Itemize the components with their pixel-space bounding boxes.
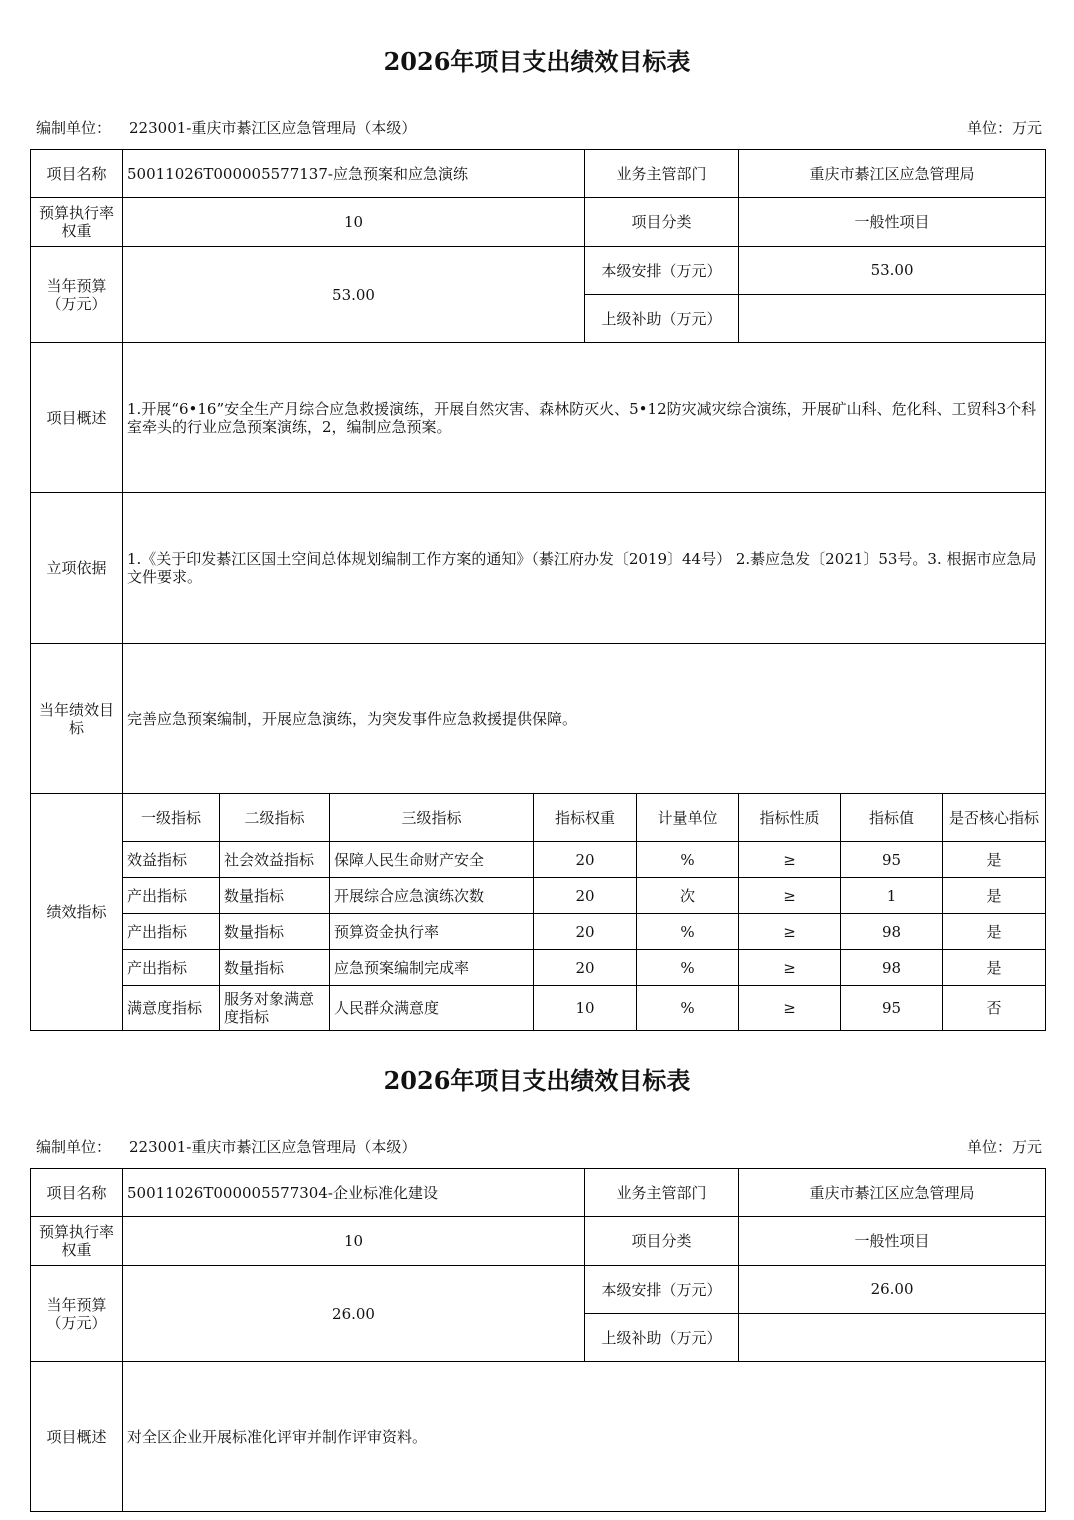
performance-table [30,149,1046,1031]
indicator-cell: % [637,950,739,986]
goal-label: 当年绩效目标 [31,644,123,794]
indicator-row [31,986,1046,1031]
compiler-unit [36,117,416,138]
upper-label: 上级补助（万元） [585,1314,739,1362]
indicator-cell: 次 [637,878,739,914]
budget-value: 26.00 [123,1266,585,1362]
indicator-cell: 数量指标 [220,878,330,914]
local-value: 26.00 [739,1266,1046,1314]
indicator-header: 一级指标 [123,794,220,842]
compiler-unit-name: 223001-重庆市綦江区应急管理局（本级） [129,119,417,137]
indicator-header: 指标性质 [739,794,841,842]
indicator-cell: % [637,842,739,878]
indicator-cell: 保障人民生命财产安全 [330,842,534,878]
exec-weight-value: 10 [123,198,585,247]
indicator-cell: ≥ [739,950,841,986]
indicator-cell: % [637,986,739,1031]
upper-label: 上级补助（万元） [585,295,739,343]
indicator-cell: 效益指标 [123,842,220,878]
indicator-cell: 95 [841,986,943,1031]
overview-label: 项目概述 [31,343,123,493]
category-label: 项目分类 [585,1217,739,1266]
project-name-value: 50011026T000005577137-应急预案和应急演练 [123,150,585,198]
budget-label: 当年预算（万元） [31,1266,123,1362]
indicator-cell: ≥ [739,842,841,878]
indicator-cell: 满意度指标 [123,986,220,1031]
indicator-cell: 开展综合应急演练次数 [330,878,534,914]
overview-label: 项目概述 [31,1362,123,1512]
indicator-cell: 否 [943,986,1046,1031]
compiler-unit-label: 编制单位： [36,1138,112,1156]
indicator-cell: 人民群众满意度 [330,986,534,1031]
indicator-header: 计量单位 [637,794,739,842]
indicator-cell: 产出指标 [123,878,220,914]
indicator-cell: 是 [943,914,1046,950]
goal-value: 完善应急预案编制，开展应急演练，为突发事件应急救援提供保障。 [123,644,1046,794]
dept-label: 业务主管部门 [585,150,739,198]
indicator-row [31,950,1046,986]
indicator-cell: 98 [841,914,943,950]
dept-value: 重庆市綦江区应急管理局 [739,1169,1046,1217]
indicator-cell: 是 [943,950,1046,986]
budget-label: 当年预算（万元） [31,247,123,343]
indicator-cell: ≥ [739,878,841,914]
indicator-cell: 数量指标 [220,914,330,950]
local-label: 本级安排（万元） [585,247,739,295]
indicator-header: 二级指标 [220,794,330,842]
indicator-cell: 98 [841,950,943,986]
indicator-cell: 10 [534,986,637,1031]
overview-value: 对全区企业开展标准化评审并制作评审资料。 [123,1362,1046,1512]
indicator-cell: 20 [534,878,637,914]
category-label: 项目分类 [585,198,739,247]
performance-table [30,1168,1046,1512]
indicator-cell: 20 [534,950,637,986]
compiler-unit-name: 223001-重庆市綦江区应急管理局（本级） [129,1138,417,1156]
exec-weight-label: 预算执行率权重 [31,1217,123,1266]
local-value: 53.00 [739,247,1046,295]
indicator-cell: 20 [534,914,637,950]
indicator-cell: 产出指标 [123,914,220,950]
indicator-cell: 是 [943,842,1046,878]
project-name-label: 项目名称 [31,150,123,198]
basis-label: 立项依据 [31,493,123,644]
exec-weight-label: 预算执行率权重 [31,198,123,247]
category-value: 一般性项目 [739,1217,1046,1266]
exec-weight-value: 10 [123,1217,585,1266]
indicator-cell: 20 [534,842,637,878]
local-label: 本级安排（万元） [585,1266,739,1314]
indicator-header: 指标权重 [534,794,637,842]
project-name-value: 50011026T000005577304-企业标准化建设 [123,1169,585,1217]
indicator-row [31,878,1046,914]
indicator-header: 三级指标 [330,794,534,842]
indicator-cell: 社会效益指标 [220,842,330,878]
money-unit: 单位：万元 [966,119,1042,137]
money-unit: 单位：万元 [966,1138,1042,1156]
indicator-header: 是否核心指标 [943,794,1046,842]
indicator-cell: 应急预案编制完成率 [330,950,534,986]
project-name-label: 项目名称 [31,1169,123,1217]
indicator-header: 指标值 [841,794,943,842]
overview-value: 1.开展“6•16”安全生产月综合应急救援演练，开展自然灾害、森林防灭火、5•12防灾减灾综合演练，开展矿山科、危化科、工贸科3个科室牵头的行业应急预案演练，2，编制应急预案。 [123,343,1046,493]
upper-value [739,1314,1046,1362]
page-title: 2026年项目支出绩效目标表 [383,1066,691,1095]
dept-value: 重庆市綦江区应急管理局 [739,150,1046,198]
basis-value: 1.《关于印发綦江区国土空间总体规划编制工作方案的通知》（綦江府办发〔2019〕44号） 2.綦应急发〔2021〕53号。3. 根据市应急局文件要求。 [123,493,1046,644]
indicator-cell: % [637,914,739,950]
indicator-cell: 是 [943,878,1046,914]
upper-value [739,295,1046,343]
indicator-cell: ≥ [739,986,841,1031]
indicator-cell: 数量指标 [220,950,330,986]
page-title: 2026年项目支出绩效目标表 [383,47,691,76]
indicator-cell: 预算资金执行率 [330,914,534,950]
category-value: 一般性项目 [739,198,1046,247]
indicator-row [31,842,1046,878]
indicator-cell: 服务对象满意度指标 [220,986,330,1031]
budget-value: 53.00 [123,247,585,343]
indicator-row [31,914,1046,950]
compiler-unit [36,1136,416,1157]
compiler-unit-label: 编制单位： [36,119,112,137]
indicator-cell: 产出指标 [123,950,220,986]
indicator-cell: 95 [841,842,943,878]
dept-label: 业务主管部门 [585,1169,739,1217]
indicator-cell: 1 [841,878,943,914]
indicator-cell: ≥ [739,914,841,950]
perf-label: 绩效指标 [31,794,123,1031]
